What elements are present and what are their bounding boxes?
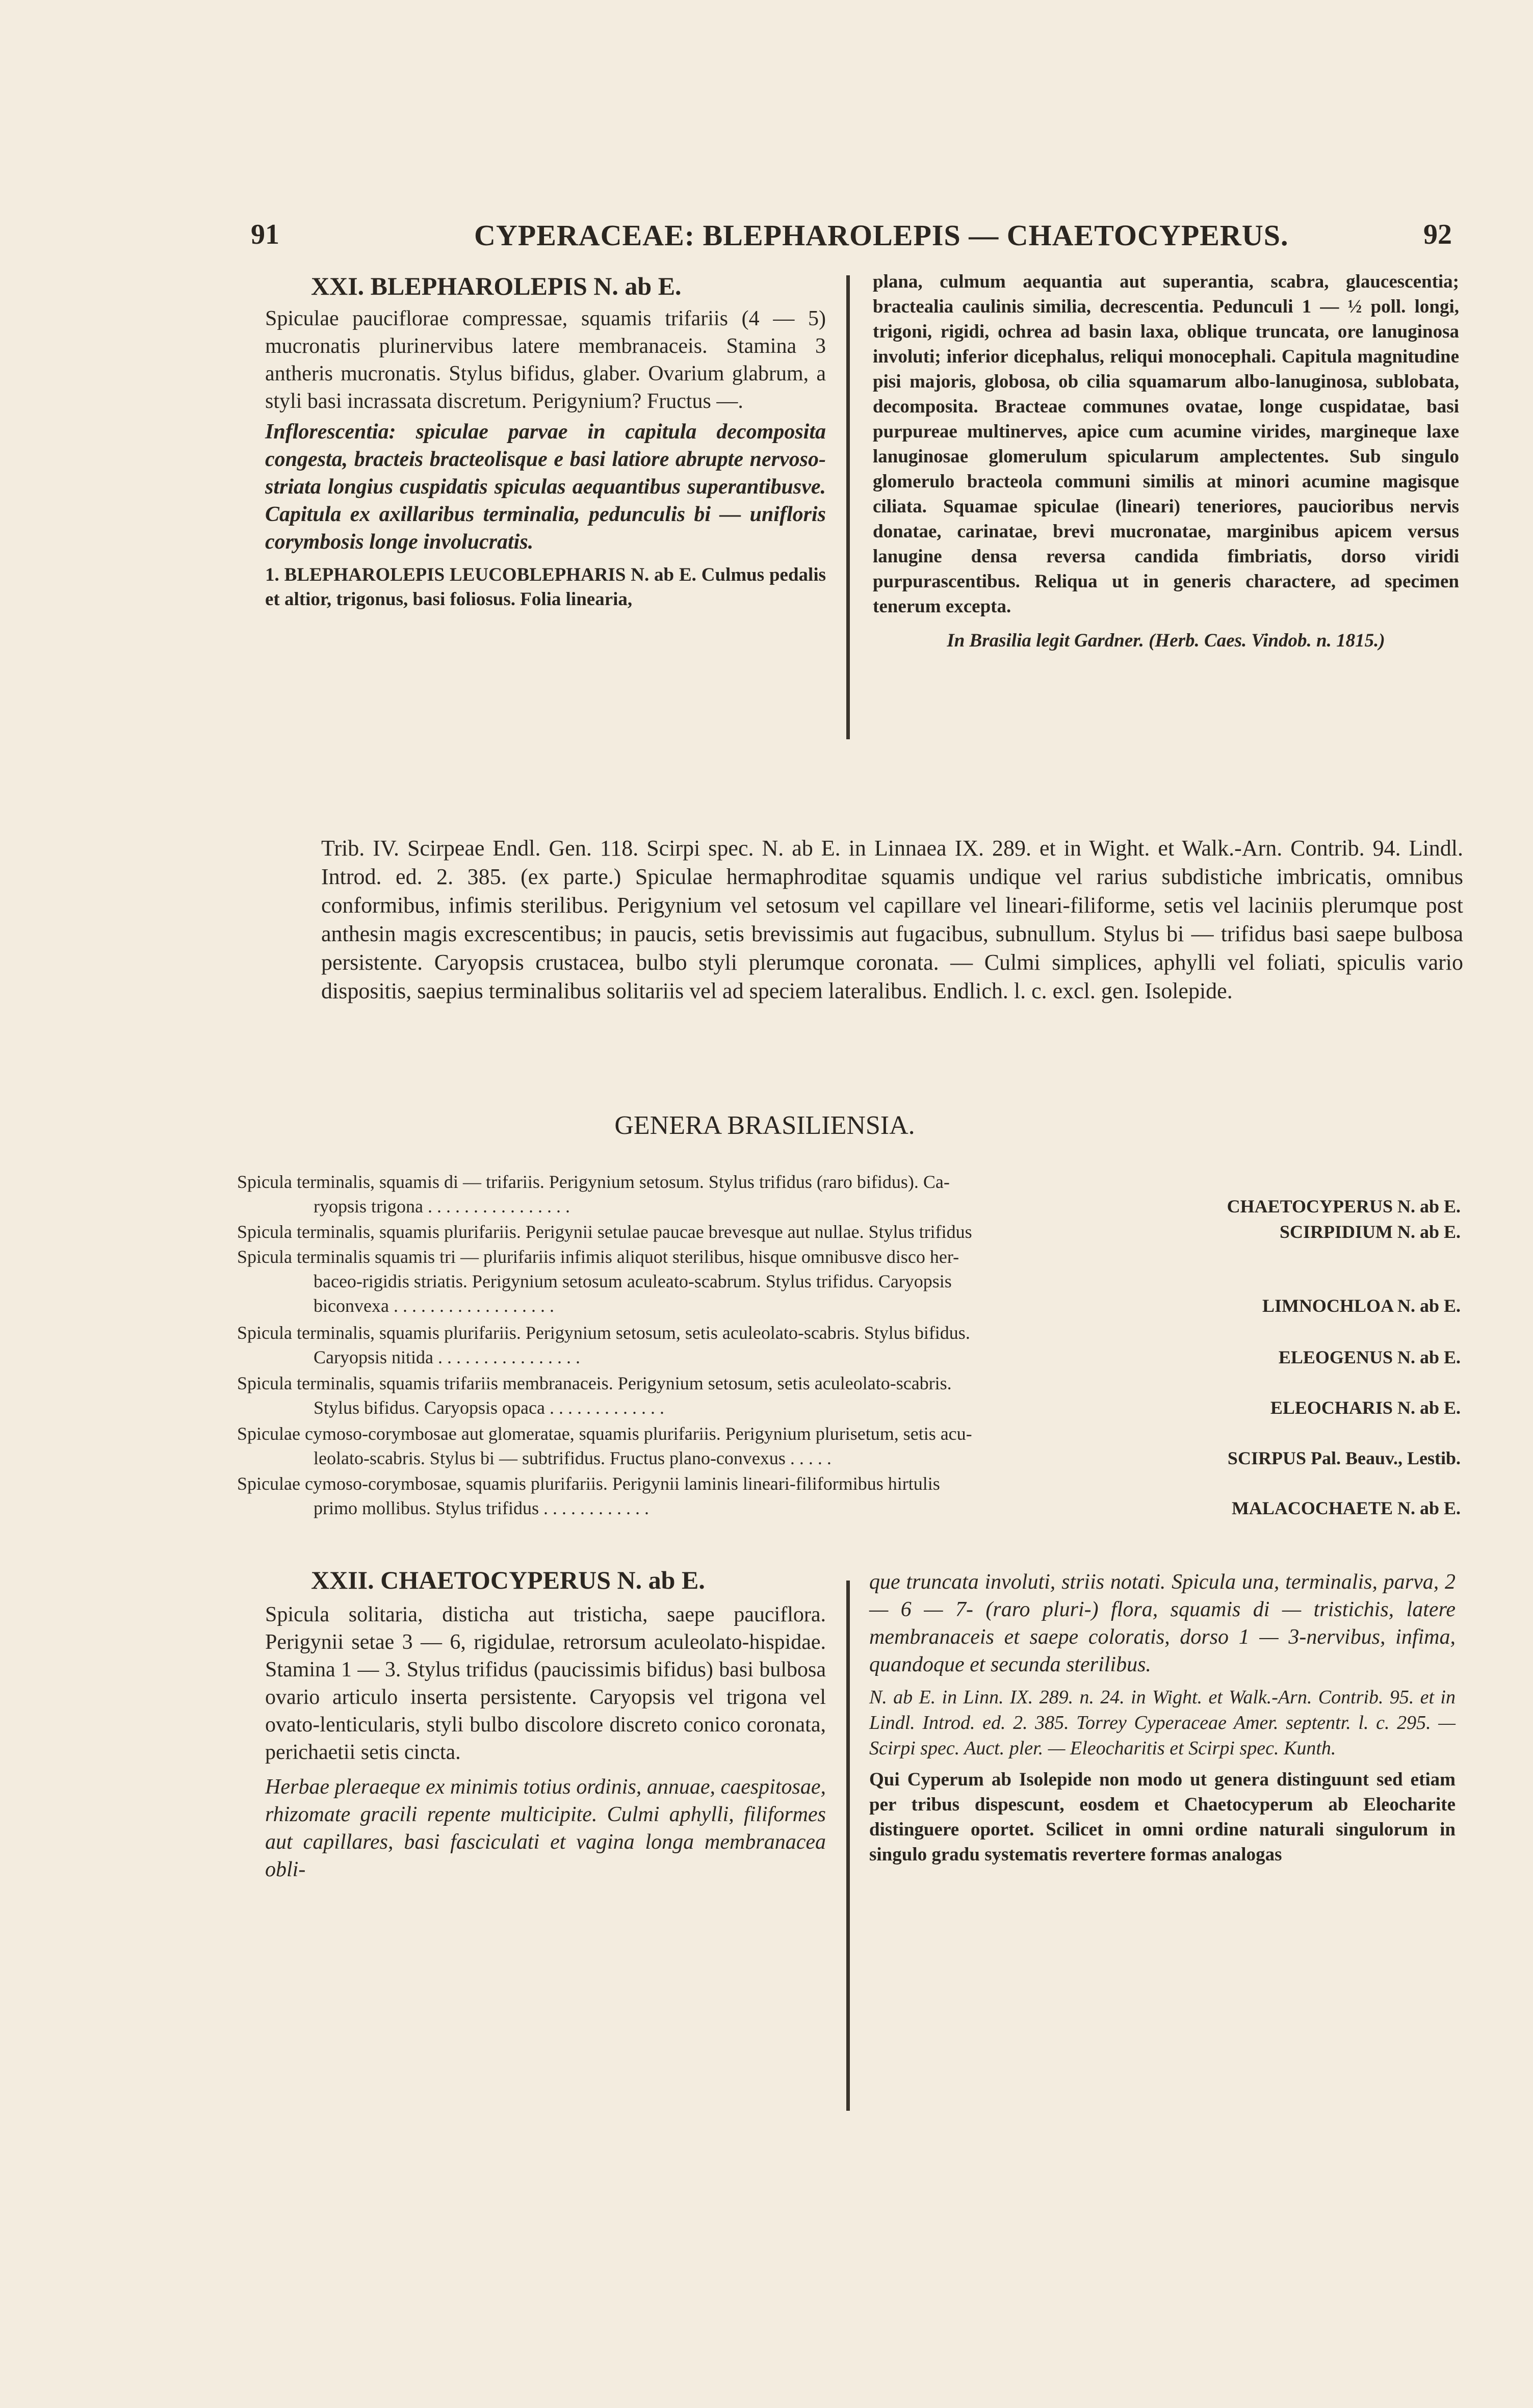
key-row-text: Spicula terminalis, squamis plurifariis. Perigynium setosum, setis aculeolato-scabris. Stylus bifidus.	[237, 1323, 970, 1343]
note-paragraph: Qui Cyperum ab Isolepide non modo ut genera distinguunt sed etiam per tribus dispescunt, eosdem et Chaetocyperum ab Eleocharite distinguere oportet. Scilicet in omni ordine naturali singulorum in singulo gradu systematis revertere formas analogas	[869, 1769, 1456, 1865]
key-genus-name: ELEOGENUS N. ab E.	[1278, 1347, 1461, 1367]
column-divider-top	[846, 275, 850, 739]
key-row-text: Spicula terminalis, squamis trifariis membranaceis. Perigynium setosum, setis aculeolato-scabris.	[237, 1373, 952, 1393]
key-row-limnochloa	[237, 1245, 1461, 1318]
key-genus-name: MALACOCHAETE N. ab E.	[1231, 1498, 1461, 1518]
key-genus-name: LIMNOCHLOA N. ab E.	[1262, 1296, 1461, 1316]
key-row-chaetocyperus	[237, 1170, 1461, 1219]
genus-diagnosis-blepharolepis	[265, 305, 826, 612]
key-row-text: Spicula terminalis squamis tri — plurifariis infimis aliquot sterilibus, hisque omnibusve disco her-	[237, 1247, 959, 1267]
section-heading-chaetocyperus: XXII. CHAETOCYPERUS N. ab E.	[311, 1566, 705, 1594]
section-heading-blepharolepis: XXI. BLEPHAROLEPIS N. ab E.	[311, 272, 682, 300]
running-title: CYPERACEAE: BLEPHAROLEPIS — CHAETOCYPERUS.	[474, 219, 1289, 252]
key-genus-name: SCIRPUS Pal. Beauv., Lestib.	[1227, 1448, 1461, 1468]
page-number-left: 91	[251, 219, 279, 250]
key-row-scirpidium	[237, 1220, 1461, 1244]
diagnosis-paragraph: Spicula solitaria, disticha aut tristicha, saepe pauciflora. Perigynii setae 3 — 6, rigidulae, retrorsum aculeolato-hispidae. Stamina 1 — 3. Stylus trifidus (paucissimis bifidus) basi bulbosa ovario articulo inserta persistente. Caryopsis vel trigona vel ovato-lenticularis, styli bulbo discolore discreto conico coronata, perichaetii setis cincta.	[265, 1603, 826, 1764]
herbae-paragraph: Herbae pleraeque ex minimis totius ordinis, annuae, caespitosae, rhizomate gracili repente multicipite. Culmi aphylli, filiformes aut capillares, basi fasciculati et vagina longa membranacea obli-	[265, 1775, 826, 1881]
inflorescence-paragraph: Inflorescentia: spiculae parvae in capitula decomposita congesta, bracteis bracteolisque e basi latiore abrupte nervoso-striata longius cuspidatis spiculas aequantibus superantibusve. Capitula ex axillaribus terminalia, pedunculis bi — unifloris corymbosis longe involucratis.	[265, 420, 826, 554]
key-row-text: biconvexa . . . . . . . . . . . . . . . . . .	[314, 1296, 554, 1316]
key-row-text: ryopsis trigona . . . . . . . . . . . . . . . .	[314, 1196, 570, 1216]
key-row-text: leolato-scabris. Stylus bi — subtrifidus. Fructus plano-convexus . . . . .	[314, 1448, 832, 1468]
key-row-text: primo mollibus. Stylus trifidus . . . . . . . . . . . .	[314, 1498, 649, 1518]
genera-key-heading: GENERA BRASILIENSIA.	[614, 1111, 915, 1140]
key-row-text: Stylus bifidus. Caryopsis opaca . . . . . . . . . . . . .	[314, 1397, 664, 1418]
species-cont-paragraph: plana, culmum aequantia aut superantia, scabra, glaucescentia; bractealia caulinis similia, decrescentia. Pedunculi 1 — ½ poll. longi, trigoni, rigidi, ochrea ad basin laxa, oblique truncata, ore lanuginosa involuti; inferior dicephalus, reliqui monocephali. Capitula magnitudine pisi majoris, globosa, ob cilia squamarum albo-lanuginosa, sublobata, decomposita. Bracteae communes ovatae, longe cuspidatae, basi purpureae multinerves, apice cum acumine virides, margineque laxe lanuginosae glomerulum spicularum amplectentes. Sub singulo glomerulo bracteola communi similis at minori acumine magisque ciliata. Squamae spiculae (lineari) teneriores, paucioribus nervis donatae, carinatae, brevi mucronatae, marginibus apicem versus lanugine densa reversa candida fimbriatis, dorso viridi purpurascentibus. Reliqua ut in generis charactere, ad specimen tenerum excepta.	[873, 271, 1459, 617]
key-row-text: Spicula terminalis, squamis di — trifariis. Perigynium setosum. Stylus trifidus (raro bifidus). Ca-	[237, 1172, 950, 1192]
tribe-scirpeae-paragraph: Trib. IV. Scirpeae Endl. Gen. 118. Scirpi spec. N. ab E. in Linnaea IX. 289. et in Wight. et Walk.-Arn. Contrib. 94. Lindl. Introd. ed. 2. 385. (ex parte.) Spiculae hermaphroditae squamis undique vel rarius subdistiche imbricatis, omnibus conformibus, infimis sterilibus. Perigynium vel setosum vel capillare vel lineari-filiforme, setis vel laciniis plerumque post anthesin magis excrescentibus; in paucis, setis brevissimis aut fugacibus, subnullum. Stylus bi — trifidus basi saepe bulbosa persistente. Caryopsis crustacea, bulbo styli plerumque coronata. — Culmi simplices, aphylli vel foliati, spiculis vario dispositis, saepius terminalibus solitariis vel ad speciem lateralibus. Endlich. l. c. excl. gen. Isolepide.	[321, 836, 1463, 1003]
key-genus-name: SCIRPIDIUM N. ab E.	[1279, 1222, 1461, 1242]
herbae-cont-paragraph: que truncata involuti, striis notati. Spicula una, terminalis, parva, 2 — 6 — 7- (raro pluri-) flora, squamis di — tristichis, latere membranaceis et saepe coloratis, dorso 1 — 3-nervibus, infima, quandoque et secunda sterilibus.	[869, 1570, 1456, 1676]
key-genus-name: ELEOCHARIS N. ab E.	[1270, 1397, 1461, 1418]
genus-diagnosis-chaetocyperus	[265, 1601, 826, 1883]
page-number-right: 92	[1423, 219, 1452, 250]
key-row-text: Spicula terminalis, squamis plurifariis. Perigynii setulae paucae brevesque aut nullae. Stylus trifidus	[237, 1222, 972, 1242]
key-row-eleocharis	[237, 1371, 1461, 1420]
key-row-malacochaete	[237, 1471, 1461, 1520]
key-row-text: Spiculae cymoso-corymbosae, squamis plurifariis. Perigynii laminis lineari-filiformibus hirtulis	[237, 1473, 940, 1494]
key-row-text: Spiculae cymoso-corymbosae aut glomeratae, squamis plurifariis. Perigynium plurisetum, setis acu-	[237, 1423, 972, 1444]
key-row-scirpus	[237, 1421, 1461, 1470]
references-paragraph: N. ab E. in Linn. IX. 289. n. 24. in Wight. et Walk.-Arn. Contrib. 95. et in Lindl. Introd. ed. 2. 385. Torrey Cyperaceae Amer. septentr. l. c. 295. — Scirpi spec. Auct. pler. — Eleocharitis et Scirpi spec. Kunth.	[869, 1687, 1456, 1759]
key-row-text: baceo-rigidis striatis. Perigynium setosum aculeato-scabrum. Stylus trifidus. Caryopsis	[314, 1271, 952, 1291]
chaetocyperus-right-column	[869, 1568, 1456, 1867]
key-genus-name: CHAETOCYPERUS N. ab E.	[1227, 1196, 1461, 1216]
column-divider-bottom	[846, 1581, 850, 2111]
key-row-text: Caryopsis nitida . . . . . . . . . . . . . . . .	[314, 1347, 580, 1367]
species-description-continued	[873, 269, 1459, 653]
key-row-eleogenus	[237, 1320, 1461, 1369]
locality-note: In Brasilia legit Gardner. (Herb. Caes. Vindob. n. 1815.)	[947, 630, 1385, 651]
species-paragraph: 1. BLEPHAROLEPIS LEUCOBLEPHARIS N. ab E. Culmus pedalis et altior, trigonus, basi foliosus. Folia linearia,	[265, 564, 826, 610]
diagnosis-paragraph: Spiculae pauciflorae compressae, squamis trifariis (4 — 5) mucronatis plurinervibus latere membranaceis. Stamina 3 antheris mucronatis. Stylus bifidus, glaber. Ovarium glabrum, a styli basi incrassata discretum. Perigynium? Fructus —.	[265, 307, 826, 413]
